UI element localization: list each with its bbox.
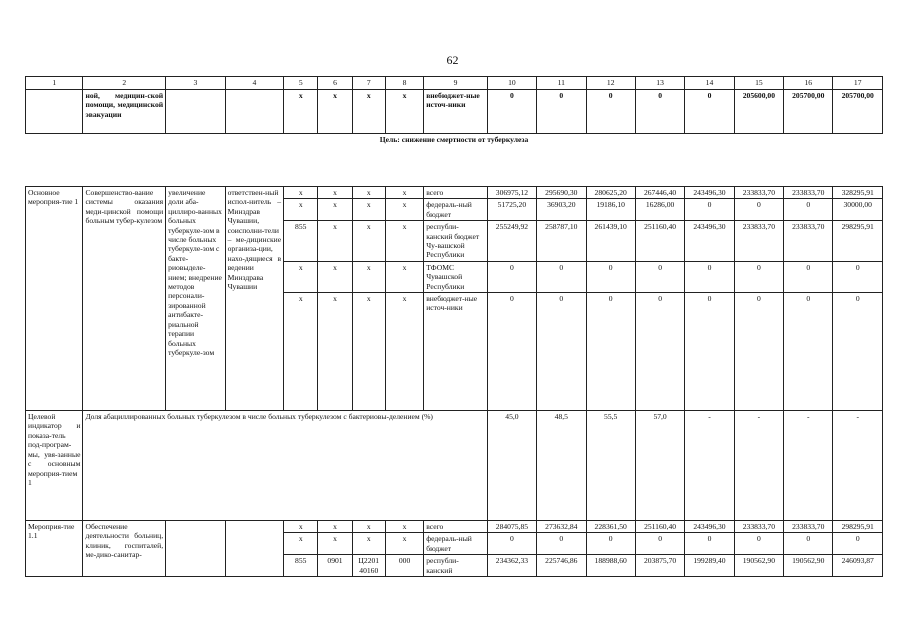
cell-value: 0 bbox=[487, 293, 536, 411]
cell-value: 298295,91 bbox=[833, 221, 883, 262]
cell-value: 0 bbox=[487, 533, 536, 555]
col-header: 11 bbox=[537, 77, 586, 90]
cell-value: 0 bbox=[586, 90, 635, 134]
cell-value: 234362,33 bbox=[487, 555, 536, 577]
cell-value: 0 bbox=[685, 199, 734, 221]
cell-value: 225746,86 bbox=[537, 555, 586, 577]
cell-code: x bbox=[318, 261, 352, 292]
cell-value: 0 bbox=[586, 533, 635, 555]
cell-value: 233833,70 bbox=[784, 187, 833, 199]
cell-code: x bbox=[352, 293, 385, 411]
cell-code: x bbox=[318, 533, 352, 555]
cell-value: 284075,85 bbox=[487, 521, 536, 533]
cell-source: внебюджет-ные источ-ники bbox=[424, 293, 488, 411]
cell-code: 855 bbox=[284, 555, 318, 577]
cell-value: 0 bbox=[685, 533, 734, 555]
cell-source: федераль-ный бюджет bbox=[424, 533, 488, 555]
indicator-text: Доля абациллированных больных туберкулезом в числе больных туберкулезом с бактериовы-делением (%) bbox=[83, 411, 487, 521]
cell-value: 0 bbox=[537, 261, 586, 292]
indicator-row bbox=[26, 411, 883, 521]
cell-value: 0 bbox=[734, 533, 783, 555]
cell-value: 203875,70 bbox=[635, 555, 684, 577]
cell-value: 233833,70 bbox=[784, 221, 833, 262]
event-goal: увеличение доли аба-циллиро-ванных больных туберкуле-зом в числе больных туберкуле-зом с бакте-риовыделе-нием; внедрение методов персонали-зированной антибакте-риальной терапии больных туберкуле-зом bbox=[166, 187, 225, 411]
budget-table bbox=[25, 76, 883, 577]
cell-value: 19186,10 bbox=[586, 199, 635, 221]
cell-value: - bbox=[784, 411, 833, 521]
cell-code: x bbox=[284, 90, 318, 134]
cell-code: x bbox=[318, 293, 352, 411]
cell-value: 36903,20 bbox=[537, 199, 586, 221]
cell-code: x bbox=[352, 221, 385, 262]
cell-value: - bbox=[734, 411, 783, 521]
cell-code: x bbox=[318, 199, 352, 221]
cell-value: 16286,00 bbox=[635, 199, 684, 221]
cell-name: ной, медицин-ской помощи, медицинской эвакуации bbox=[83, 90, 166, 134]
col-header: 13 bbox=[635, 77, 684, 90]
cell-code: x bbox=[352, 533, 385, 555]
cell-code: x bbox=[284, 199, 318, 221]
cell-value: 246093,87 bbox=[833, 555, 883, 577]
col-header: 10 bbox=[487, 77, 536, 90]
cell-code: 855 bbox=[284, 221, 318, 262]
cell-source: внебюджет-ные источ-ники bbox=[424, 90, 488, 134]
cell-code: x bbox=[352, 90, 385, 134]
col-header: 6 bbox=[318, 77, 352, 90]
cell-value: 233833,70 bbox=[734, 221, 783, 262]
cell-code: x bbox=[284, 261, 318, 292]
cell-value: 188988,60 bbox=[586, 555, 635, 577]
event-label: Мероприя-тие 1.1 bbox=[26, 521, 83, 577]
cell-value: 243496,30 bbox=[685, 521, 734, 533]
cell-value: 0 bbox=[833, 261, 883, 292]
cell-value: 0 bbox=[734, 199, 783, 221]
cell-value: 243496,30 bbox=[685, 221, 734, 262]
cell-source: всего bbox=[424, 521, 488, 533]
cell-value: 233833,70 bbox=[734, 187, 783, 199]
cell-code: x bbox=[385, 261, 423, 292]
cell-value: 261439,10 bbox=[586, 221, 635, 262]
cell-value: 55,5 bbox=[586, 411, 635, 521]
cell-value: 0 bbox=[685, 90, 734, 134]
cell-value: 0 bbox=[734, 293, 783, 411]
cell-value: 233833,70 bbox=[784, 521, 833, 533]
cell-value: 0 bbox=[487, 90, 536, 134]
cell-value: 0 bbox=[635, 261, 684, 292]
cell-code: Ц2201 40160 bbox=[352, 555, 385, 577]
col-header: 16 bbox=[784, 77, 833, 90]
cell-value: 243496,30 bbox=[685, 187, 734, 199]
cell-code: x bbox=[352, 199, 385, 221]
cell-value: 0 bbox=[537, 293, 586, 411]
col-header: 17 bbox=[833, 77, 883, 90]
cell-value: 295690,30 bbox=[537, 187, 586, 199]
cell-value: 251160,40 bbox=[635, 221, 684, 262]
event-executor: ответствен-ный испол-нитель – Минздрав Чувашии, соисполни-тели – ме-дицинские организа-ции, нахо-дящиеся в ведении Минздрава Чувашии bbox=[225, 187, 283, 411]
cell-value: 0 bbox=[586, 261, 635, 292]
cell-code: x bbox=[352, 521, 385, 533]
cell-value: 45,0 bbox=[487, 411, 536, 521]
cell-code: x bbox=[385, 221, 423, 262]
col-header: 2 bbox=[83, 77, 166, 90]
cell-value: 0 bbox=[635, 293, 684, 411]
header-row bbox=[26, 77, 883, 90]
cell-code: x bbox=[385, 199, 423, 221]
cell-value: 0 bbox=[833, 293, 883, 411]
cell-source: ТФОМС Чувашской Республики bbox=[424, 261, 488, 292]
cell-code: x bbox=[284, 521, 318, 533]
table-row bbox=[26, 187, 883, 199]
cell-code: x bbox=[385, 521, 423, 533]
cell-value: 0 bbox=[833, 533, 883, 555]
col-header: 5 bbox=[284, 77, 318, 90]
goal-title: Цель: снижение смертности от туберкулеза bbox=[379, 135, 529, 144]
table-row bbox=[26, 521, 883, 533]
cell-value: 0 bbox=[635, 533, 684, 555]
cell-code: x bbox=[385, 293, 423, 411]
cell-value: 0 bbox=[586, 293, 635, 411]
cell-code: x bbox=[385, 533, 423, 555]
cell-value: 0 bbox=[784, 533, 833, 555]
cell-value: 0 bbox=[784, 261, 833, 292]
cell-value: 258787,10 bbox=[537, 221, 586, 262]
cell-value: 228361,50 bbox=[586, 521, 635, 533]
cell-value: 205600,00 bbox=[734, 90, 783, 134]
cell-value: 51725,20 bbox=[487, 199, 536, 221]
col-header: 15 bbox=[734, 77, 783, 90]
cell-value: 0 bbox=[685, 293, 734, 411]
cell-value: - bbox=[833, 411, 883, 521]
indicator-label: Целевой индикатор и показа-тель под-програм-мы, увя-занные с основным мероприя-тием 1 bbox=[26, 411, 83, 521]
cell-value: 251160,40 bbox=[635, 521, 684, 533]
cell-value: 267446,40 bbox=[635, 187, 684, 199]
cell-value: 306975,12 bbox=[487, 187, 536, 199]
cell-value: 0 bbox=[685, 261, 734, 292]
cell-source: республи-канский bbox=[424, 555, 488, 577]
col-header: 9 bbox=[424, 77, 488, 90]
cell-value: 190562,90 bbox=[784, 555, 833, 577]
col-header: 12 bbox=[586, 77, 635, 90]
table-row bbox=[26, 90, 883, 134]
cell-value: 0 bbox=[537, 533, 586, 555]
event-name: Обеспечение деятельности больниц, клиник, госпиталей, ме-дико-санитар- bbox=[83, 521, 166, 577]
cell-code: 000 bbox=[385, 555, 423, 577]
cell-code: x bbox=[318, 187, 352, 199]
cell-code: x bbox=[352, 187, 385, 199]
cell-code: x bbox=[284, 187, 318, 199]
cell-code: x bbox=[352, 261, 385, 292]
cell-value: - bbox=[685, 411, 734, 521]
goal-row bbox=[26, 134, 883, 187]
page-number: 62 bbox=[446, 53, 459, 67]
cell-value: 280625,20 bbox=[586, 187, 635, 199]
cell-value: 255249,92 bbox=[487, 221, 536, 262]
cell-value: 298295,91 bbox=[833, 521, 883, 533]
cell-value: 48,5 bbox=[537, 411, 586, 521]
cell-value: 57,0 bbox=[635, 411, 684, 521]
cell-value: 0 bbox=[487, 261, 536, 292]
col-header: 7 bbox=[352, 77, 385, 90]
cell-code: x bbox=[284, 533, 318, 555]
col-header: 1 bbox=[26, 77, 83, 90]
cell-value: 328295,91 bbox=[833, 187, 883, 199]
cell-source: федераль-ный бюджет bbox=[424, 199, 488, 221]
cell-source: республи-канский бюджет Чу-вашской Республики bbox=[424, 221, 488, 262]
cell-code: x bbox=[318, 90, 352, 134]
cell-code: x bbox=[284, 293, 318, 411]
cell-value: 0 bbox=[635, 90, 684, 134]
event-name: Совершенство-вание системы оказания меди-цинской помощи больным тубер-кулезом bbox=[83, 187, 166, 411]
cell-code: x bbox=[318, 521, 352, 533]
cell-code: x bbox=[385, 187, 423, 199]
cell-value: 0 bbox=[784, 199, 833, 221]
cell-value: 0 bbox=[537, 90, 586, 134]
cell-value: 273632,84 bbox=[537, 521, 586, 533]
cell-value: 0 bbox=[784, 293, 833, 411]
cell-value: 233833,70 bbox=[734, 521, 783, 533]
cell-value: 190562,90 bbox=[734, 555, 783, 577]
cell-code: 0901 bbox=[318, 555, 352, 577]
cell-value: 30000,00 bbox=[833, 199, 883, 221]
cell-value: 199289,40 bbox=[685, 555, 734, 577]
col-header: 4 bbox=[225, 77, 283, 90]
cell-code: x bbox=[385, 90, 423, 134]
col-header: 8 bbox=[385, 77, 423, 90]
col-header: 14 bbox=[685, 77, 734, 90]
cell-value: 205700,00 bbox=[833, 90, 883, 134]
cell-value: 0 bbox=[734, 261, 783, 292]
cell-code: x bbox=[318, 221, 352, 262]
event-label: Основное мероприя-тие 1 bbox=[26, 187, 83, 411]
cell-value: 205700,00 bbox=[784, 90, 833, 134]
cell-source: всего bbox=[424, 187, 488, 199]
col-header: 3 bbox=[166, 77, 225, 90]
